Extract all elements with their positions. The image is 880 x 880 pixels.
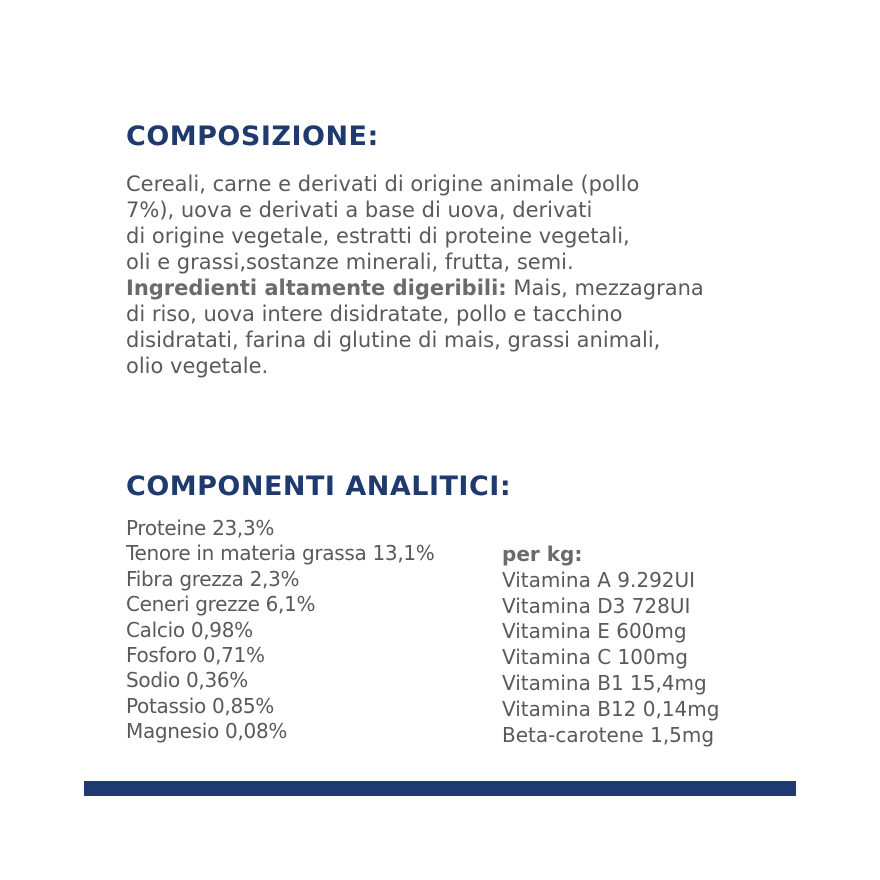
vitamins-list bbox=[502, 542, 719, 748]
highlight-label: Ingredienti altamente digeribili: bbox=[126, 276, 507, 300]
list-item: Potassio 0,85% bbox=[126, 693, 275, 718]
composition-line: di origine vegetale, estratti di proteine vegetali, bbox=[126, 224, 630, 248]
list-item: Vitamina D3 728UI bbox=[502, 593, 691, 618]
composition-highlight-line bbox=[126, 275, 806, 301]
list-item: Ceneri grezze 6,1% bbox=[126, 592, 316, 617]
composition-line: oli e grassi,sostanze minerali, frutta, semi. bbox=[126, 250, 574, 274]
composition-text bbox=[126, 171, 806, 379]
composition-line: olio vegetale. bbox=[126, 354, 269, 378]
composition-line: disidratati, farina di glutine di mais, grassi animali, bbox=[126, 328, 661, 352]
list-item: Calcio 0,98% bbox=[126, 617, 253, 642]
list-item: Beta-carotene 1,5mg bbox=[502, 722, 715, 747]
list-item: Tenore in materia grassa 13,1% bbox=[126, 541, 435, 566]
list-item: Fosforo 0,71% bbox=[126, 643, 265, 668]
list-item: Vitamina C 100mg bbox=[502, 645, 688, 670]
analytical-components-list bbox=[126, 516, 435, 745]
composition-heading: COMPOSIZIONE: bbox=[126, 121, 379, 152]
composition-line: 7%), uova e derivati a base di uova, derivati bbox=[126, 198, 593, 222]
highlight-first-line: Mais, mezzagrana bbox=[506, 276, 704, 300]
list-item: Sodio 0,36% bbox=[126, 668, 249, 693]
list-item: Fibra grezza 2,3% bbox=[126, 566, 300, 591]
per-kg-label: per kg: bbox=[502, 542, 583, 566]
bottom-divider-bar bbox=[84, 781, 796, 796]
composition-line: Cereali, carne e derivati di origine animale (pollo bbox=[126, 172, 640, 196]
composition-line: di riso, uova intere disidratate, pollo e tacchino bbox=[126, 302, 623, 326]
list-item: Magnesio 0,08% bbox=[126, 719, 288, 744]
analytical-heading: COMPONENTI ANALITICI: bbox=[126, 471, 512, 502]
list-item: Proteine 23,3% bbox=[126, 516, 275, 540]
list-item: Vitamina A 9.292UI bbox=[502, 567, 696, 592]
list-item: Vitamina E 600mg bbox=[502, 619, 687, 644]
list-item: Vitamina B12 0,14mg bbox=[502, 696, 720, 721]
list-item: Vitamina B1 15,4mg bbox=[502, 670, 707, 695]
